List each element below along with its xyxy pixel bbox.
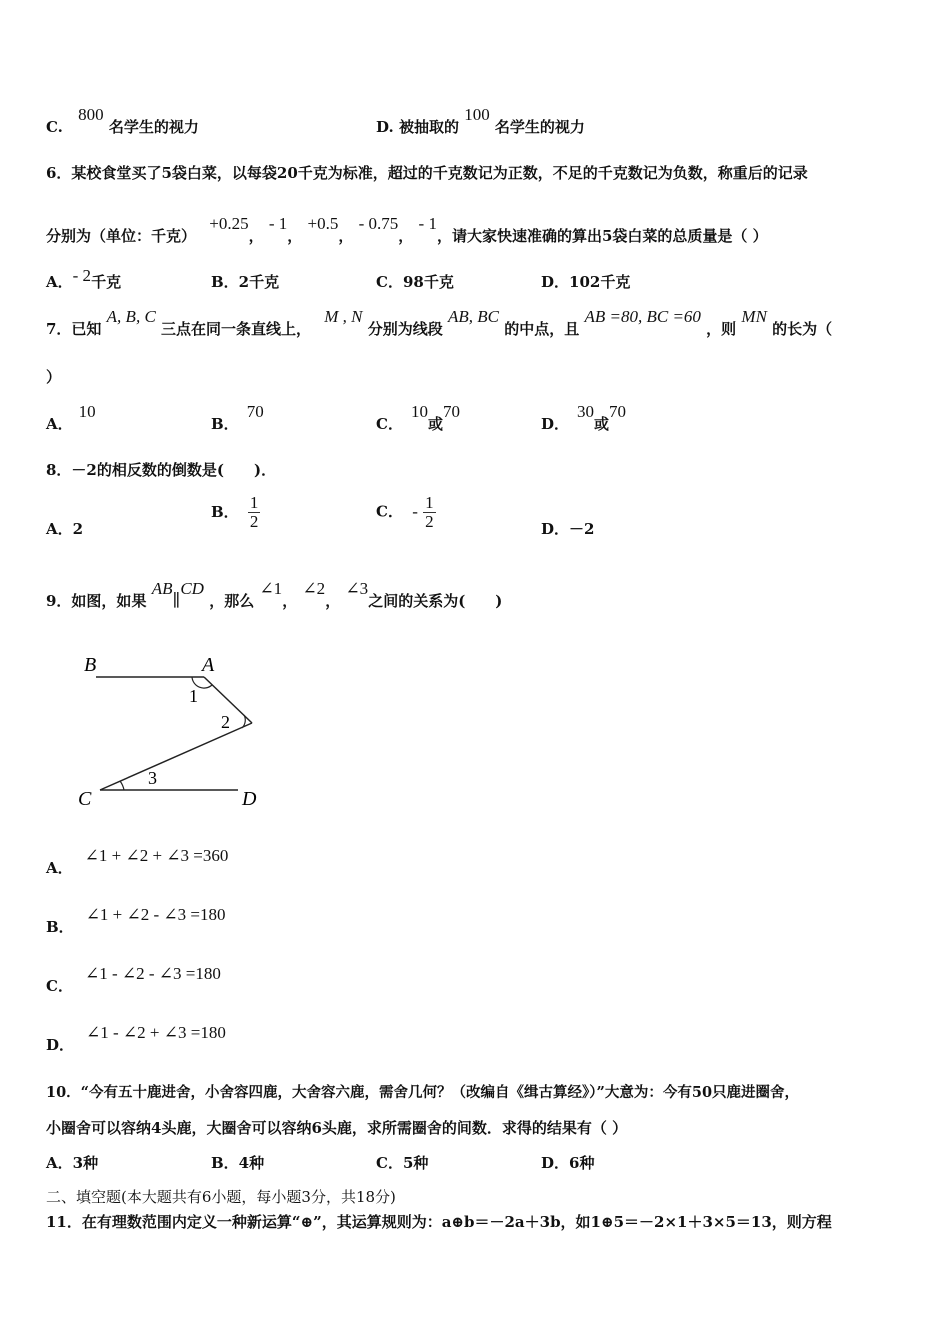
q7-stem xyxy=(46,307,833,339)
q7-option-d-value-2: 70 xyxy=(609,402,627,421)
q6-option-c: C．98千克 xyxy=(376,273,454,291)
q7-stem-close: ） xyxy=(46,368,62,386)
q5-option-d xyxy=(376,105,585,137)
q5-option-c-number: 800 xyxy=(78,105,104,124)
q8-option-c-denominator: 2 xyxy=(425,512,434,531)
q8-option-b-fraction xyxy=(248,494,261,531)
q9-option-b xyxy=(46,905,226,937)
q9-option-d-label: D． xyxy=(46,1036,75,1054)
q7-option-d-value-1: 30 xyxy=(577,402,595,421)
q6-sep: ， xyxy=(338,227,354,245)
q9-sep: ， xyxy=(325,592,341,610)
q7-option-a-value: 10 xyxy=(78,402,96,421)
q7-option-a-label: A． xyxy=(46,415,73,433)
q7-points: A, B, C xyxy=(106,307,156,326)
q7-text-4: ，则 xyxy=(706,320,737,338)
q6-option-a-number: - 2 xyxy=(72,266,92,285)
q8-option-b-label: B． xyxy=(211,502,239,521)
q7-pre: 7．已知 xyxy=(46,320,102,338)
line-vertex-c xyxy=(100,723,252,790)
q8-option-a: A．2 xyxy=(46,520,84,538)
q6-option-d: D．102千克 xyxy=(541,273,631,291)
q6-value-1: +0.25 xyxy=(209,214,249,233)
q5-option-c-label: C. xyxy=(46,118,63,136)
label-angle-2: 2 xyxy=(221,712,230,732)
q7-option-c-label: C． xyxy=(376,415,403,433)
q7-option-c-or: 或 xyxy=(427,415,443,433)
q5-option-d-pre: 被抽取的 xyxy=(398,118,459,136)
q5-option-d-label: D. xyxy=(376,118,394,136)
q7-option-c xyxy=(376,402,460,434)
q5-option-c xyxy=(46,105,199,137)
angle-3-arc xyxy=(120,781,124,790)
q6-pre: 分别为（单位：千克） xyxy=(46,227,197,245)
q7-text-3: 的中点，且 xyxy=(504,320,580,338)
q8-option-c-label: C． xyxy=(376,502,403,521)
q8-option-b-denominator: 2 xyxy=(249,512,259,531)
q8-option-c-sign: - xyxy=(412,501,418,521)
q8-option-c xyxy=(376,494,436,531)
q10-stem-line2: 小圈舍可以容纳4头鹿，大圈舍可以容纳6头鹿，求所需圈舍的间数．求得的结果有（ ） xyxy=(46,1119,628,1137)
q9-option-a-label: A． xyxy=(46,859,73,877)
q6-stem-line2 xyxy=(46,214,768,246)
q8-option-d: D．－2 xyxy=(541,520,595,538)
q10-option-c: C．5种 xyxy=(376,1154,429,1172)
q7-condition: AB =80, BC =60 xyxy=(584,307,701,326)
q9-option-a-formula: ∠1 + ∠2 + ∠3 =360 xyxy=(84,846,229,865)
q6-sep: ， xyxy=(248,227,264,245)
q7-option-b-value: 70 xyxy=(246,402,264,421)
q9-option-c-formula: ∠1 - ∠2 - ∠3 =180 xyxy=(84,964,221,983)
q9-cd: CD xyxy=(180,579,204,598)
q6-sep: ， xyxy=(398,227,414,245)
section-2-heading: 二、填空题(本大题共有6小题，每小题3分，共18分) xyxy=(46,1188,396,1206)
q9-option-b-formula: ∠1 + ∠2 - ∠3 =180 xyxy=(85,905,226,924)
q7-segments: AB, BC xyxy=(448,307,499,326)
q9-option-c xyxy=(46,964,221,996)
q11-stem-line1: 11．在有理数范围内定义一种新运算“⊕”，其运算规则为：a⊕b＝－2a＋3b，如1⊕5＝－2×1＋3×5＝13，则方程 xyxy=(46,1213,832,1231)
q5-option-d-number: 100 xyxy=(464,105,490,124)
q6-option-a xyxy=(46,266,122,292)
q6-sep: ， xyxy=(287,227,303,245)
q5-option-d-text: 名学生的视力 xyxy=(494,118,585,136)
q7-option-d-or: 或 xyxy=(594,415,610,433)
q6-option-a-unit: 千克 xyxy=(91,273,122,291)
label-b: B xyxy=(84,654,97,676)
q7-option-a xyxy=(46,402,96,434)
q6-option-a-label: A． xyxy=(46,273,73,291)
q9-option-b-label: B． xyxy=(46,918,74,936)
q9-figure xyxy=(70,645,280,815)
q7-option-d xyxy=(541,402,627,434)
q7-text-2: 分别为线段 xyxy=(367,320,443,338)
q7-option-c-value-1: 10 xyxy=(410,402,428,421)
q9-stem xyxy=(46,579,503,611)
q6-post: ，请大家快速准确的算出5袋白菜的总质量是（ ） xyxy=(436,227,768,245)
q6-value-4: - 0.75 xyxy=(358,214,399,233)
q7-midpoints: M , N xyxy=(324,307,363,326)
q7-mn: MN xyxy=(741,307,767,326)
q9-pre: 9．如图，如果 xyxy=(46,592,147,610)
q9-option-d-formula: ∠1 - ∠2 + ∠3 =180 xyxy=(86,1023,226,1042)
q9-option-a xyxy=(46,846,229,878)
q8-option-b-numerator: 1 xyxy=(249,493,259,512)
q8-option-c-fraction xyxy=(423,494,436,531)
q9-ab: AB xyxy=(151,579,173,598)
label-a: A xyxy=(202,654,215,676)
q9-text-1: ，那么 xyxy=(209,592,255,610)
q7-option-b xyxy=(211,402,264,434)
q7-text-1: 三点在同一条直线上， xyxy=(161,320,312,338)
q5-option-c-text: 名学生的视力 xyxy=(108,118,199,136)
q7-option-b-label: B． xyxy=(211,415,239,433)
label-angle-1: 1 xyxy=(189,686,198,706)
q6-option-b: B．2千克 xyxy=(211,273,280,291)
q9-angle-2: ∠2 xyxy=(302,579,326,598)
q6-value-3: +0.5 xyxy=(307,214,339,233)
q9-option-d xyxy=(46,1023,226,1055)
q10-stem-line1: 10．“今有五十鹿进舍，小舍容四鹿，大舍容六鹿，需舍几何？（改编自《缉古算经》）”大意为：今有50只鹿进圈舍， xyxy=(46,1084,800,1101)
q8-option-c-numerator: 1 xyxy=(425,493,434,512)
q10-option-a: A．3种 xyxy=(46,1154,99,1172)
label-d: D xyxy=(242,788,257,810)
label-angle-3: 3 xyxy=(148,768,157,788)
q6-value-2: - 1 xyxy=(268,214,288,233)
q7-option-d-label: D． xyxy=(541,415,570,433)
q6-value-5: - 1 xyxy=(418,214,437,233)
q7-text-5: 的长为（ xyxy=(772,320,833,338)
label-c: C xyxy=(78,788,92,810)
q9-sep: ， xyxy=(282,592,298,610)
q6-stem-line1: 6．某校食堂买了5袋白菜，以每袋20千克为标准，超过的千克数记为正数，不足的千克数记为负数，称重后的记录 xyxy=(46,164,808,182)
q8-stem: 8．－2的相反数的倒数是( )． xyxy=(46,461,277,479)
q9-angle-3: ∠3 xyxy=(345,579,369,598)
q9-text-2: 之间的关系为( ) xyxy=(368,592,503,610)
q7-option-c-value-2: 70 xyxy=(442,402,460,421)
q8-option-b xyxy=(211,494,260,531)
q9-angle-1: ∠1 xyxy=(259,579,283,598)
q9-parallel-symbol: ∥ xyxy=(172,591,181,610)
q9-option-c-label: C． xyxy=(46,977,73,995)
q10-option-b: B．4种 xyxy=(211,1154,265,1172)
q10-option-d: D．6种 xyxy=(541,1154,595,1172)
